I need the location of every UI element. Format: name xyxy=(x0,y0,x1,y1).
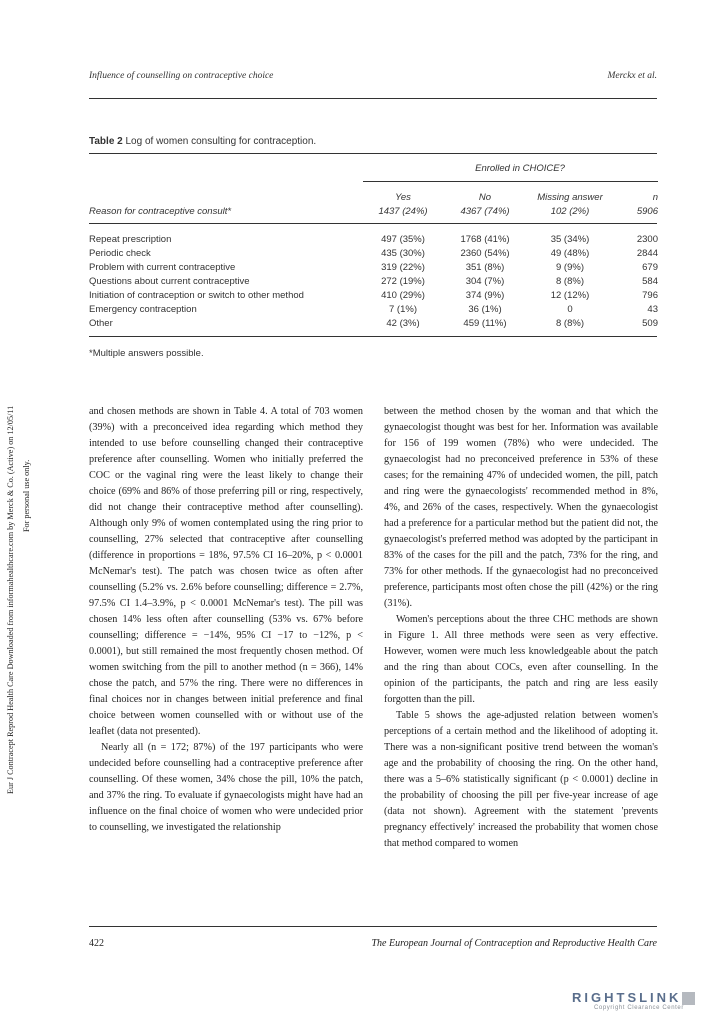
running-authors: Merckx et al. xyxy=(607,71,657,81)
table-header-rule xyxy=(89,223,657,224)
col-n-total: 5906 xyxy=(636,206,658,217)
row-reason: Initiation of contraception or switch to other method xyxy=(89,290,304,301)
row-n: 679 xyxy=(642,262,658,273)
row-n: 2844 xyxy=(636,248,658,259)
col-n-header: n xyxy=(652,192,658,203)
row-n: 43 xyxy=(647,304,658,315)
right-paragraph-3: Table 5 shows the age-adjusted relation between women's perceptions of a certain method and the likelihood of adopting it. There was a non-significant positive trend between the woman's age and the probability of choosing the ring. On the other hand, there was a 5–6% statistically significant (p < 0.0001) decline in the probability of choosing the pill per five-year increase of age (data not shown). Agreement with the statement 'prevents pregnancy effectively' increased the probability that women chose that method compared to women xyxy=(384,710,658,849)
rightslink-square-icon xyxy=(682,992,695,1005)
row-missing: 12 (12%) xyxy=(550,290,590,301)
row-no: 36 (1%) xyxy=(468,304,502,315)
row-reason: Other xyxy=(89,318,113,329)
table-caption xyxy=(89,136,316,147)
col-no-header: No xyxy=(478,192,492,203)
journal-name: The European Journal of Contraception and Reproductive Health Care xyxy=(371,938,657,949)
table-bottom-rule xyxy=(89,336,657,337)
row-no: 459 (11%) xyxy=(463,318,507,329)
row-no: 2360 (54%) xyxy=(460,248,510,259)
row-missing: 8 (8%) xyxy=(556,276,584,287)
row-no: 374 (9%) xyxy=(465,290,505,301)
row-n: 796 xyxy=(642,290,658,301)
table-row xyxy=(0,317,728,331)
table-row xyxy=(0,261,728,275)
col-yes-total: 1437 (24%) xyxy=(378,206,428,217)
row-no: 351 (8%) xyxy=(465,262,505,273)
row-yes: 435 (30%) xyxy=(381,248,425,259)
row-reason: Problem with current contraceptive xyxy=(89,262,236,273)
left-paragraph-1: and chosen methods are shown in Table 4. A total of 703 women (39%) with a preconceived idea regarding which method they intended to use before counselling changed their contraceptive preference after counselling. Women who initially preferred the COC or the vaginal ring were the least likely to change their choice (69% and 86% of those preferring pill or ring, respectively, did not change their contraceptive method after counselling). Although only 9% of women contemplated using the ring prior to counselling, 27% selected that contraceptive after counselling (difference in proportions = 18%, 97.5% CI 16–20%, p < 0.0001 McNemar's test). The patch was chosen twice as often after counselling (5.2% vs. 2.6% before counselling; difference = 2.7%, 97.5% CI 1.4–3.9%, p < 0.0001 McNemar's test). The pill was chosen 14% less often after counselling (53% vs. 67% before counselling; difference = −14%, 95% CI −17 to −12%, p < 0.0001), but still remained the most frequently chosen method. Of women switching from the pill to another method (n = 366), 14% chose the patch, and 57% the ring. There were no differences in final choices nor in changes between initial preference and final choice between women counselled with or without use of the leaflet (data not presented). xyxy=(89,406,363,737)
table-group-header: Enrolled in CHOICE? xyxy=(475,163,565,174)
row-yes: 497 (35%) xyxy=(381,234,425,245)
col-missing-header: Missing answer xyxy=(537,192,603,203)
table-row xyxy=(0,275,728,289)
row-reason: Periodic check xyxy=(89,248,151,259)
row-yes: 7 (1%) xyxy=(389,304,417,315)
row-yes: 42 (3%) xyxy=(386,318,420,329)
col-no-total: 4367 (74%) xyxy=(460,206,510,217)
row-no: 1768 (41%) xyxy=(460,234,510,245)
row-missing: 35 (34%) xyxy=(550,234,590,245)
row-yes: 410 (29%) xyxy=(381,290,425,301)
row-missing: 49 (48%) xyxy=(550,248,590,259)
row-reason: Questions about current contraceptive xyxy=(89,276,250,287)
table-row-header: Reason for contraceptive consult* xyxy=(89,206,232,217)
table-caption-text: Log of women consulting for contraception. xyxy=(125,136,317,147)
table-top-rule xyxy=(89,153,657,154)
row-no: 304 (7%) xyxy=(465,276,505,287)
rightslink-wordmark: RIGHTSLINK xyxy=(572,990,682,1005)
table-row xyxy=(0,289,728,303)
sidebar-download-notice: Eur J Contracept Reprod Health Care Downloaded from informahealthcare.com by Merck & Co. (Active) on 12/05/11 xyxy=(6,405,15,794)
row-missing: 9 (9%) xyxy=(556,262,584,273)
right-paragraph-2: Women's perceptions about the three CHC methods are shown in Figure 1. All three methods were seen as very effective. However, women were much less knowledgeable about the patch and the ring than about COCs, even after counselling. In the opinion of the participants, the patch and ring are less easily forgotten than the pill. xyxy=(384,614,658,705)
table-row xyxy=(0,233,728,247)
row-yes: 319 (22%) xyxy=(381,262,425,273)
table-row xyxy=(0,303,728,317)
table-body xyxy=(0,233,728,331)
group-header-rule xyxy=(363,181,658,182)
left-column xyxy=(89,404,363,836)
row-reason: Repeat prescription xyxy=(89,234,172,245)
row-missing: 8 (8%) xyxy=(556,318,584,329)
right-column xyxy=(384,404,658,852)
row-reason: Emergency contraception xyxy=(89,304,197,315)
header-rule xyxy=(89,98,657,99)
left-paragraph-2: Nearly all (n = 172; 87%) of the 197 participants who were undecided before counselling had a contraceptive preference after counselling. Of these women, 34% chose the pill, 10% the patch, and 37% the ring. To evaluate if gynaecologists might have had an influence on the final choice of women who were undecided prior to counselling, we investigated the relationship xyxy=(89,742,363,833)
row-n: 584 xyxy=(642,276,658,287)
row-n: 509 xyxy=(642,318,658,329)
col-missing-total: 102 (2%) xyxy=(550,206,590,217)
page-number: 422 xyxy=(89,938,104,949)
row-yes: 272 (19%) xyxy=(381,276,425,287)
running-title: Influence of counselling on contraceptive choice xyxy=(89,71,274,81)
col-yes-header: Yes xyxy=(395,192,411,203)
sidebar-personal-use: For personal use only. xyxy=(22,459,31,532)
rightslink-logo[interactable] xyxy=(572,990,722,1024)
row-n: 2300 xyxy=(636,234,658,245)
table-row xyxy=(0,247,728,261)
table-footnote: *Multiple answers possible. xyxy=(89,348,204,359)
rightslink-subtitle: Copyright Clearance Center xyxy=(594,1005,684,1012)
row-missing: 0 xyxy=(567,304,573,315)
table-label: Table 2 xyxy=(89,136,123,147)
right-paragraph-1: between the method chosen by the woman and that which the gynaecologist thought was best for her. Information was available for 156 of 199 women (78%) who were undecided. The gynaecologist had no preconceived preference in 53% of these cases; for the remaining 47% of undecided women, the pill, patch and ring were the gynaecologists' recommended method in 8%, 4%, and 26% of the cases, respectively. When the gynaecologist had a preference for a particular method but the patient did not, the gynaecologist's preferred method was adopted by the participant in 83% of the cases for the pill and the patch, 73% for the ring, and 73% for other methods. If the gynaecologist had no preconceived preference, participants most often chose the pill (42%) or the ring (31%). xyxy=(384,406,658,609)
footer-rule xyxy=(89,926,657,927)
